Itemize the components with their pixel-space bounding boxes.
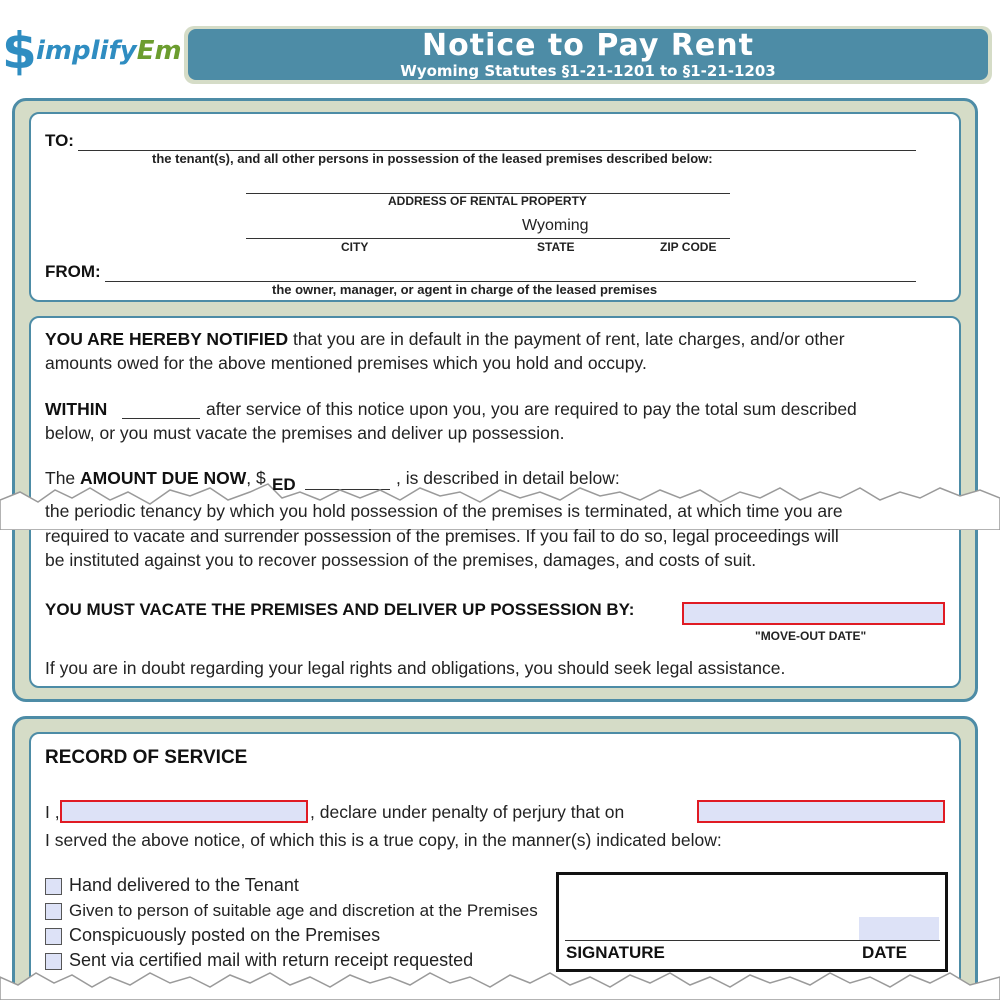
date-label: DATE — [862, 943, 908, 962]
address-caption: ADDRESS OF RENTAL PROPERTY — [388, 194, 587, 208]
title-banner — [184, 26, 992, 84]
vacate-heading: YOU MUST VACATE THE PREMISES AND DELIVER UP POSSESSION BY: — [45, 600, 635, 619]
declare-prefix: I , — [45, 802, 60, 822]
amount-described: , is described in detail below: — [396, 468, 620, 488]
hand-delivered-checkbox[interactable] — [45, 878, 62, 895]
logo-dollar-icon: $ — [2, 22, 37, 80]
amount-line: The AMOUNT DUE NOW, $ — [45, 468, 266, 488]
tenancy-line3: be instituted against you to recover possession of the premises, damages, and costs of suit. — [45, 550, 757, 570]
posted-label: Conspicuously posted on the Premises — [69, 925, 381, 945]
record-title: RECORD OF SERVICE — [45, 747, 248, 768]
signature-line[interactable] — [565, 940, 940, 941]
simplifyem-logo — [2, 22, 182, 80]
days-line[interactable] — [122, 418, 200, 419]
notice-paragraph-line1: YOU ARE HEREBY NOTIFIED that you are in default in the payment of rent, late charges, and/or other — [45, 329, 845, 349]
within-label: WITHIN — [45, 399, 108, 419]
tenant-caption: the tenant(s), and all other persons in possession of the leased premises described below: — [152, 151, 713, 166]
page-title: Notice to Pay Rent — [422, 28, 754, 63]
owner-caption: the owner, manager, or agent in charge of the leased premises — [272, 282, 658, 297]
tenancy-line1: the periodic tenancy by which you hold possession of the premises is terminated, at which time you are — [45, 501, 843, 521]
server-name-field[interactable] — [60, 800, 308, 823]
given-to-person-checkbox[interactable] — [45, 903, 62, 920]
legal-advice-text: If you are in doubt regarding your legal rights and obligations, you should seek legal assistance. — [45, 658, 786, 678]
within-line2: below, or you must vacate the premises and deliver up possession. — [45, 423, 565, 443]
declare-text: , declare under penalty of perjury that on — [310, 802, 625, 822]
date-field[interactable] — [859, 917, 939, 941]
posted-checkbox[interactable] — [45, 928, 62, 945]
from-label: FROM: — [45, 262, 101, 281]
service-date-field[interactable] — [697, 800, 945, 823]
city-caption: CITY — [341, 240, 369, 254]
signature-label: SIGNATURE — [566, 943, 665, 962]
hand-delivered-label: Hand delivered to the Tenant — [69, 875, 299, 895]
within-text: after service of this notice upon you, you are required to pay the total sum described — [206, 399, 857, 419]
served-text: I served the above notice, of which this is a true copy, in the manner(s) indicated below: — [45, 830, 722, 850]
zip-caption: ZIP CODE — [660, 240, 717, 254]
state-value: Wyoming — [522, 217, 589, 234]
page-subtitle: Wyoming Statutes §1-21-1201 to §1-21-1203 — [400, 62, 776, 80]
move-out-date-field[interactable] — [682, 602, 945, 625]
logo-wordmark: implifyEm — [36, 36, 182, 66]
move-out-caption: "MOVE-OUT DATE" — [755, 629, 867, 643]
certified-mail-label: Sent via certified mail with return receipt requested — [69, 950, 474, 970]
torn-fragment: ED — [272, 475, 296, 494]
to-label: TO: — [45, 131, 74, 150]
city-state-zip-line[interactable] — [246, 238, 730, 239]
state-caption: STATE — [537, 240, 575, 254]
notice-paragraph-line2: amounts owed for the above mentioned premises which you hold and occupy. — [45, 353, 647, 373]
bottom-torn-edge — [0, 965, 1000, 1000]
given-to-person-label: Given to person of suitable age and discretion at the Premises — [69, 901, 538, 920]
tenancy-line2: required to vacate and surrender possession of the premises. If you fail to do so, legal proceedings will — [45, 526, 839, 546]
